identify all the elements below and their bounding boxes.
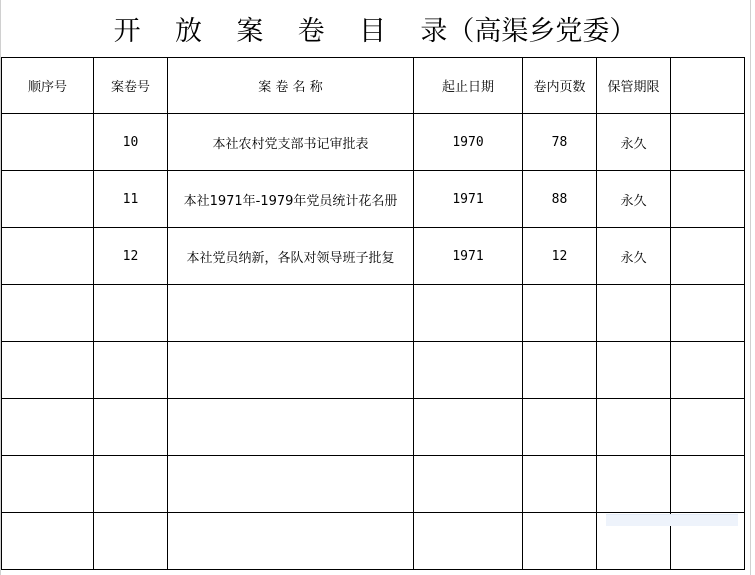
cell-file-name[interactable]: 本社党员纳新，各队对领导班子批复 (168, 228, 414, 285)
cell-pages[interactable]: 88 (523, 171, 597, 228)
cell-file-name[interactable]: 本社1971年-1979年党员统计花名册 (168, 171, 414, 228)
empty-cell[interactable] (168, 513, 414, 570)
empty-cell[interactable] (94, 399, 168, 456)
empty-cell[interactable] (523, 456, 597, 513)
empty-cell[interactable] (597, 456, 671, 513)
cell-date[interactable]: 1971 (414, 228, 523, 285)
cell-retention[interactable]: 永久 (597, 114, 671, 171)
empty-cell[interactable] (2, 513, 94, 570)
table-row (2, 171, 745, 228)
cell-selection-highlight (606, 514, 738, 526)
empty-cell[interactable] (168, 342, 414, 399)
header-cell-pages[interactable]: 卷内页数 (523, 58, 597, 114)
empty-cell[interactable] (94, 285, 168, 342)
header-cell-seq[interactable]: 顺序号 (2, 58, 94, 114)
empty-cell[interactable] (523, 342, 597, 399)
empty-cell[interactable] (597, 285, 671, 342)
header-cell-extra[interactable] (671, 58, 745, 114)
archive-catalog-table (1, 57, 745, 570)
empty-cell[interactable] (94, 513, 168, 570)
cell-pages[interactable]: 12 (523, 228, 597, 285)
empty-cell[interactable] (671, 399, 745, 456)
empty-cell[interactable] (94, 456, 168, 513)
empty-cell[interactable] (168, 399, 414, 456)
sheet-gridline-right (750, 0, 751, 575)
cell-retention[interactable]: 永久 (597, 228, 671, 285)
header-cell-file-name[interactable]: 案 卷 名 称 (168, 58, 414, 114)
cell-extra[interactable] (671, 114, 745, 171)
empty-cell[interactable] (414, 513, 523, 570)
cell-file-no[interactable]: 12 (94, 228, 168, 285)
table-header-row (2, 58, 745, 114)
empty-cell[interactable] (671, 285, 745, 342)
empty-table-row (2, 399, 745, 456)
cell-seq[interactable] (2, 171, 94, 228)
empty-cell[interactable] (2, 399, 94, 456)
empty-cell[interactable] (523, 285, 597, 342)
header-cell-date[interactable]: 起止日期 (414, 58, 523, 114)
empty-table-row (2, 456, 745, 513)
header-cell-retention[interactable]: 保管期限 (597, 58, 671, 114)
empty-cell[interactable] (168, 285, 414, 342)
empty-cell[interactable] (597, 342, 671, 399)
cell-file-name[interactable]: 本社农村党支部书记审批表 (168, 114, 414, 171)
page-title[interactable]: 开 放 案 卷 目 录（高渠乡党委） (113, 16, 637, 47)
empty-cell[interactable] (523, 513, 597, 570)
cell-seq[interactable] (2, 228, 94, 285)
cell-retention[interactable]: 永久 (597, 171, 671, 228)
empty-cell[interactable] (168, 456, 414, 513)
empty-cell[interactable] (523, 399, 597, 456)
empty-cell[interactable] (671, 456, 745, 513)
empty-cell[interactable] (414, 456, 523, 513)
empty-cell[interactable] (2, 456, 94, 513)
empty-cell[interactable] (414, 285, 523, 342)
cell-file-no[interactable]: 10 (94, 114, 168, 171)
empty-cell[interactable] (414, 342, 523, 399)
empty-cell[interactable] (414, 399, 523, 456)
cell-date[interactable]: 1971 (414, 171, 523, 228)
cell-seq[interactable] (2, 114, 94, 171)
cell-date[interactable]: 1970 (414, 114, 523, 171)
table-row (2, 228, 745, 285)
empty-cell[interactable] (597, 399, 671, 456)
empty-cell[interactable] (671, 342, 745, 399)
empty-cell[interactable] (94, 342, 168, 399)
header-cell-file-no[interactable]: 案卷号 (94, 58, 168, 114)
empty-cell[interactable] (2, 342, 94, 399)
empty-table-row (2, 342, 745, 399)
cell-file-no[interactable]: 11 (94, 171, 168, 228)
empty-table-row (2, 285, 745, 342)
cell-extra[interactable] (671, 228, 745, 285)
cell-extra[interactable] (671, 171, 745, 228)
empty-cell[interactable] (2, 285, 94, 342)
table-row (2, 114, 745, 171)
cell-pages[interactable]: 78 (523, 114, 597, 171)
